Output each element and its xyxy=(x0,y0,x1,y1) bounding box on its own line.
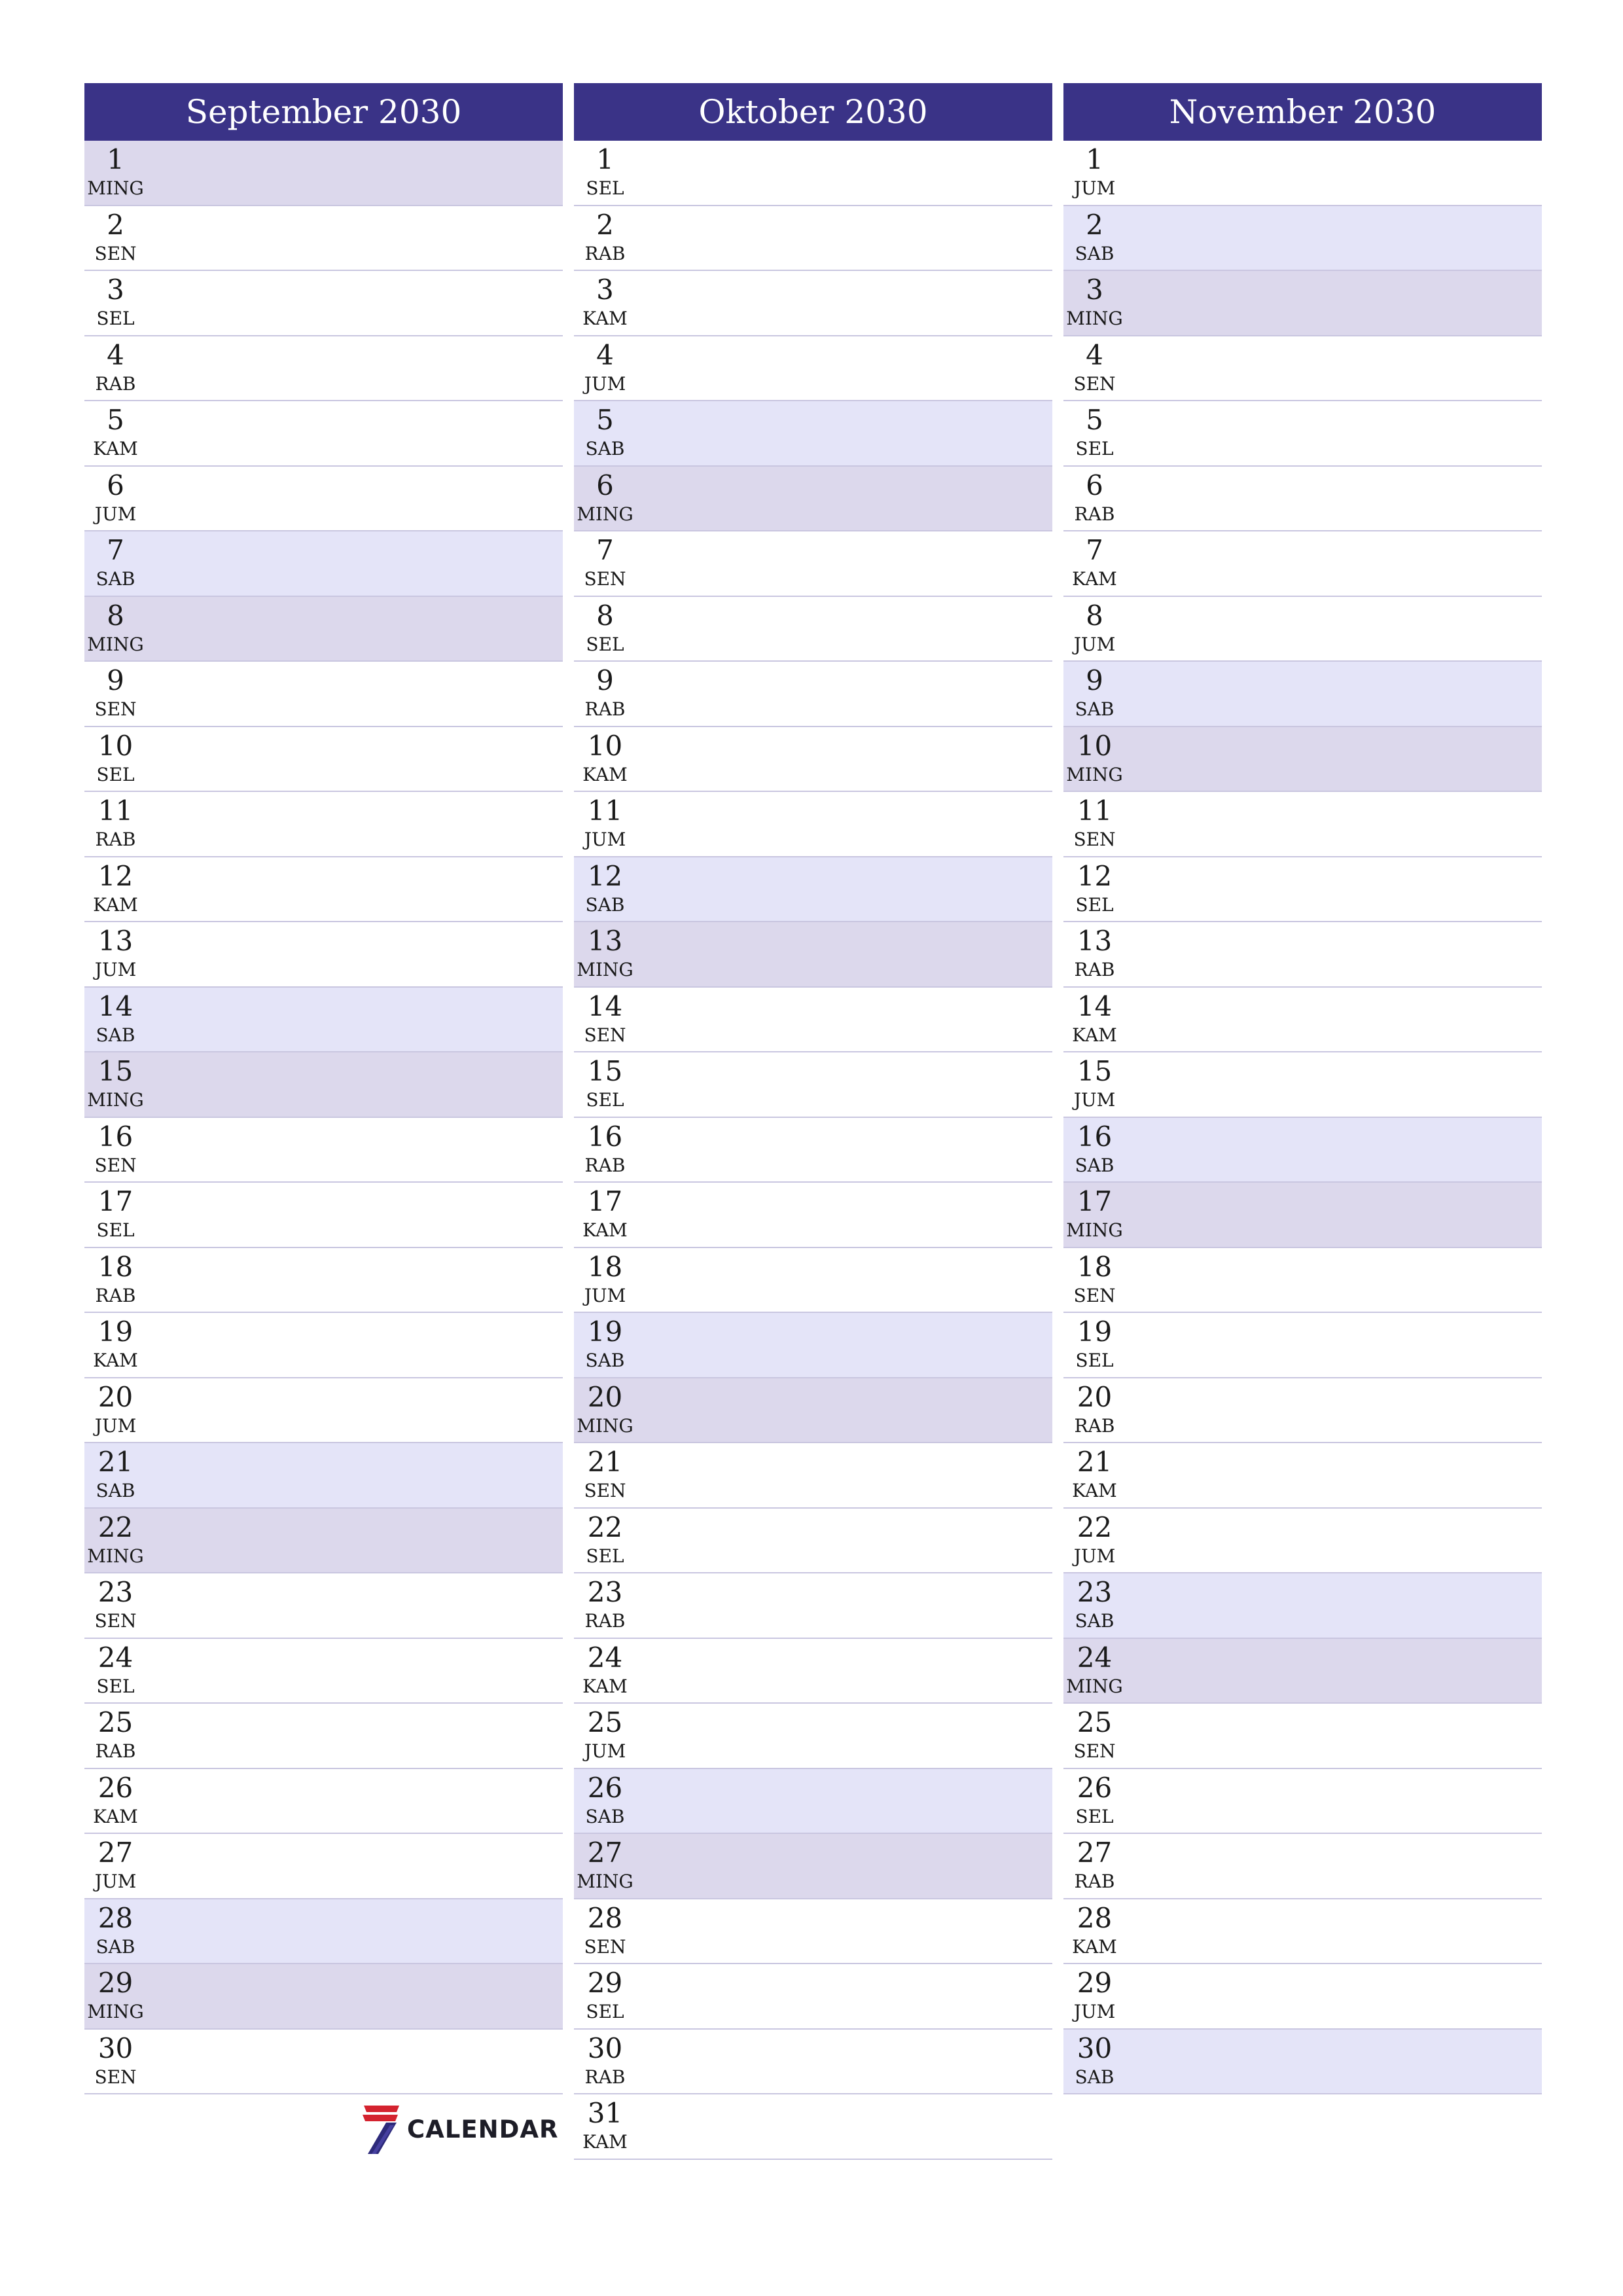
day-row xyxy=(84,1118,563,1183)
day-number: 20 xyxy=(1077,1380,1113,1413)
day-row xyxy=(84,857,563,923)
brand-logo xyxy=(361,2103,559,2157)
weekday-label: KAM xyxy=(1072,1480,1117,1501)
weekday-label: SAB xyxy=(1075,242,1115,264)
day-number: 13 xyxy=(98,925,134,957)
weekday-label: SEL xyxy=(1075,1805,1114,1827)
day-row xyxy=(1063,336,1542,402)
day-row xyxy=(574,1248,1052,1314)
day-row xyxy=(1063,1834,1542,1899)
day-row xyxy=(84,922,563,988)
weekday-label: RAB xyxy=(1074,1871,1115,1892)
day-number: 3 xyxy=(1086,274,1103,306)
weekday-label: SEL xyxy=(96,1219,135,1241)
weekday-label: JUM xyxy=(1073,633,1116,655)
day-row xyxy=(1063,206,1542,272)
day-row xyxy=(574,988,1052,1053)
day-row xyxy=(84,1509,563,1574)
day-row xyxy=(84,141,563,206)
day-row xyxy=(1063,1899,1542,1965)
day-row xyxy=(1063,922,1542,988)
weekday-label: SEL xyxy=(586,1089,624,1111)
weekday-label: RAB xyxy=(95,829,136,850)
day-row xyxy=(574,727,1052,793)
weekday-label: SAB xyxy=(96,1480,135,1501)
day-number: 20 xyxy=(98,1380,134,1413)
day-row xyxy=(574,1313,1052,1378)
weekday-label: RAB xyxy=(584,698,626,720)
weekday-label: SEL xyxy=(586,2001,624,2022)
day-row xyxy=(574,662,1052,727)
day-number: 25 xyxy=(98,1706,134,1738)
day-row xyxy=(84,1313,563,1378)
day-row xyxy=(1063,531,1542,597)
day-number: 5 xyxy=(107,404,124,436)
day-number: 18 xyxy=(587,1250,623,1283)
day-row xyxy=(574,597,1052,662)
day-row xyxy=(574,336,1052,402)
weekday-label: SAB xyxy=(1075,698,1115,720)
day-number: 23 xyxy=(587,1576,623,1608)
day-row xyxy=(84,401,563,467)
day-row xyxy=(84,1704,563,1769)
day-number: 13 xyxy=(1077,925,1113,957)
weekday-label: SEN xyxy=(1073,372,1116,395)
day-number: 6 xyxy=(1086,469,1103,501)
day-number: 4 xyxy=(107,338,124,371)
day-row xyxy=(1063,1639,1542,1704)
day-number: 10 xyxy=(1077,729,1113,762)
day-number: 20 xyxy=(587,1380,623,1413)
day-number: 28 xyxy=(1077,1901,1113,1934)
day-number: 18 xyxy=(1077,1250,1113,1283)
day-number: 13 xyxy=(587,925,623,957)
day-row xyxy=(84,988,563,1053)
day-row xyxy=(574,141,1052,206)
day-row xyxy=(84,271,563,336)
day-number: 22 xyxy=(98,1511,134,1543)
weekday-label: MING xyxy=(87,2001,144,2022)
weekday-label: MING xyxy=(577,503,633,525)
weekday-label: RAB xyxy=(95,1740,136,1762)
day-row xyxy=(574,1964,1052,2030)
day-number: 30 xyxy=(98,2032,134,2064)
weekday-label: MING xyxy=(1066,308,1123,329)
day-row xyxy=(84,2030,563,2095)
day-list xyxy=(84,141,563,2094)
day-number: 9 xyxy=(107,664,124,696)
day-row xyxy=(574,1573,1052,1639)
weekday-label: MING xyxy=(87,633,144,655)
day-number: 1 xyxy=(107,143,124,175)
day-number: 8 xyxy=(107,599,124,632)
weekday-label: SAB xyxy=(96,568,135,590)
day-number: 23 xyxy=(1077,1576,1113,1608)
weekday-label: MING xyxy=(577,1414,633,1437)
day-number: 16 xyxy=(587,1120,623,1153)
weekday-label: SAB xyxy=(585,438,625,459)
weekday-label: SAB xyxy=(585,1350,625,1371)
day-row xyxy=(1063,662,1542,727)
day-row xyxy=(574,531,1052,597)
day-row xyxy=(574,206,1052,272)
day-number: 15 xyxy=(587,1055,623,1087)
weekday-label: SEN xyxy=(94,1154,137,1176)
weekday-label: RAB xyxy=(584,242,626,264)
day-row xyxy=(574,2030,1052,2095)
weekday-label: KAM xyxy=(1072,568,1117,590)
weekday-label: RAB xyxy=(584,2066,626,2088)
day-row xyxy=(574,1834,1052,1899)
weekday-label: KAM xyxy=(93,893,138,916)
day-row xyxy=(574,401,1052,467)
weekday-label: MING xyxy=(87,1545,144,1567)
weekday-label: KAM xyxy=(582,1219,628,1241)
day-number: 30 xyxy=(587,2032,623,2064)
day-row xyxy=(1063,1052,1542,1118)
weekday-label: JUM xyxy=(94,959,137,980)
day-number: 17 xyxy=(587,1185,623,1217)
day-number: 28 xyxy=(587,1901,623,1934)
day-number: 2 xyxy=(107,208,124,241)
weekday-label: JUM xyxy=(94,1871,137,1892)
day-number: 15 xyxy=(98,1055,134,1087)
day-row xyxy=(574,1704,1052,1769)
weekday-label: JUM xyxy=(584,1740,626,1762)
day-number: 8 xyxy=(1086,599,1103,632)
month-column-oktober xyxy=(574,83,1052,2160)
weekday-label: SEN xyxy=(1073,1740,1116,1762)
weekday-label: MING xyxy=(87,177,144,199)
day-row xyxy=(1063,988,1542,1053)
day-number: 10 xyxy=(587,729,623,762)
day-number: 23 xyxy=(98,1576,134,1608)
day-number: 16 xyxy=(98,1120,134,1153)
weekday-label: SEL xyxy=(586,633,624,655)
day-number: 28 xyxy=(98,1901,134,1934)
day-number: 4 xyxy=(596,338,614,371)
day-number: 6 xyxy=(596,469,614,501)
day-row xyxy=(1063,1704,1542,1769)
weekday-label: KAM xyxy=(1072,1024,1117,1046)
day-row xyxy=(574,2094,1052,2160)
weekday-label: SEL xyxy=(586,177,624,199)
day-row xyxy=(84,1378,563,1444)
day-row xyxy=(84,1834,563,1899)
day-row xyxy=(1063,271,1542,336)
day-row xyxy=(1063,1443,1542,1509)
weekday-label: JUM xyxy=(94,503,137,525)
day-row xyxy=(1063,1769,1542,1835)
day-row xyxy=(574,467,1052,532)
month-header: November 2030 xyxy=(1063,83,1542,141)
day-list xyxy=(574,141,1052,2160)
day-row xyxy=(1063,792,1542,857)
day-row xyxy=(574,1443,1052,1509)
day-number: 7 xyxy=(596,534,614,566)
day-number: 5 xyxy=(596,404,614,436)
weekday-label: SAB xyxy=(585,893,625,916)
weekday-label: JUM xyxy=(1073,2001,1116,2022)
day-number: 11 xyxy=(587,795,623,827)
month-header: Oktober 2030 xyxy=(574,83,1052,141)
day-number: 12 xyxy=(98,859,134,892)
day-row xyxy=(574,857,1052,923)
day-number: 7 xyxy=(107,534,124,566)
day-number: 14 xyxy=(1077,990,1113,1022)
day-row xyxy=(1063,1509,1542,1574)
day-number: 6 xyxy=(107,469,124,501)
day-row xyxy=(574,1118,1052,1183)
day-number: 25 xyxy=(1077,1706,1113,1738)
day-number: 3 xyxy=(596,274,614,306)
day-number: 29 xyxy=(1077,1967,1113,1999)
day-row xyxy=(84,1769,563,1835)
seven-logo-icon xyxy=(361,2103,402,2157)
day-row xyxy=(84,1899,563,1965)
day-number: 29 xyxy=(98,1967,134,1999)
day-number: 26 xyxy=(1077,1771,1113,1804)
day-number: 4 xyxy=(1086,338,1103,371)
weekday-label: SAB xyxy=(585,1805,625,1827)
weekday-label: JUM xyxy=(584,372,626,395)
weekday-label: KAM xyxy=(582,2131,628,2153)
day-row xyxy=(1063,1183,1542,1248)
day-number: 26 xyxy=(587,1771,623,1804)
day-row xyxy=(574,1769,1052,1835)
day-row xyxy=(574,1052,1052,1118)
day-row xyxy=(84,1248,563,1314)
day-row xyxy=(574,271,1052,336)
day-row xyxy=(84,1639,563,1704)
weekday-label: JUM xyxy=(584,1284,626,1306)
day-number: 24 xyxy=(587,1641,623,1674)
weekday-label: RAB xyxy=(584,1154,626,1176)
weekday-label: SEL xyxy=(1075,438,1114,459)
day-number: 27 xyxy=(587,1837,623,1869)
day-row xyxy=(84,467,563,532)
day-number: 5 xyxy=(1086,404,1103,436)
day-number: 19 xyxy=(1077,1316,1113,1348)
day-number: 9 xyxy=(1086,664,1103,696)
day-number: 3 xyxy=(107,274,124,306)
day-number: 27 xyxy=(1077,1837,1113,1869)
logo-text: CALENDAR xyxy=(407,2115,559,2144)
day-number: 29 xyxy=(587,1967,623,1999)
day-number: 10 xyxy=(98,729,134,762)
day-row xyxy=(84,206,563,272)
day-number: 21 xyxy=(98,1446,134,1478)
weekday-label: RAB xyxy=(1074,959,1115,980)
day-row xyxy=(574,922,1052,988)
day-list xyxy=(1063,141,1542,2094)
day-number: 24 xyxy=(1077,1641,1113,1674)
day-number: 18 xyxy=(98,1250,134,1283)
day-number: 11 xyxy=(98,795,134,827)
day-number: 1 xyxy=(596,143,614,175)
weekday-label: MING xyxy=(1066,1675,1123,1697)
weekday-label: SEN xyxy=(584,1024,626,1046)
weekday-label: KAM xyxy=(93,438,138,459)
day-row xyxy=(1063,401,1542,467)
weekday-label: SEN xyxy=(94,698,137,720)
day-row xyxy=(84,1183,563,1248)
weekday-label: JUM xyxy=(1073,1545,1116,1567)
day-row xyxy=(84,597,563,662)
day-number: 17 xyxy=(1077,1185,1113,1217)
weekday-label: JUM xyxy=(1073,1089,1116,1111)
weekday-label: RAB xyxy=(95,372,136,395)
month-column-november xyxy=(1063,83,1542,2094)
weekday-label: MING xyxy=(87,1089,144,1111)
day-row xyxy=(84,1964,563,2030)
day-number: 2 xyxy=(1086,208,1103,241)
day-number: 12 xyxy=(1077,859,1113,892)
weekday-label: SEL xyxy=(586,1545,624,1567)
day-number: 8 xyxy=(596,599,614,632)
weekday-label: SAB xyxy=(1075,1154,1115,1176)
day-row xyxy=(84,727,563,793)
day-number: 7 xyxy=(1086,534,1103,566)
weekday-label: KAM xyxy=(582,1675,628,1697)
weekday-label: MING xyxy=(577,959,633,980)
day-row xyxy=(574,1899,1052,1965)
weekday-label: SEN xyxy=(94,1610,137,1632)
day-number: 26 xyxy=(98,1771,134,1804)
day-number: 14 xyxy=(587,990,623,1022)
weekday-label: SAB xyxy=(1075,2066,1115,2088)
weekday-label: KAM xyxy=(582,308,628,329)
weekday-label: MING xyxy=(577,1871,633,1892)
day-number: 15 xyxy=(1077,1055,1113,1087)
weekday-label: SEN xyxy=(94,2066,137,2088)
day-number: 14 xyxy=(98,990,134,1022)
weekday-label: JUM xyxy=(1073,177,1116,199)
day-row xyxy=(1063,597,1542,662)
day-number: 21 xyxy=(1077,1446,1113,1478)
weekday-label: RAB xyxy=(1074,503,1115,525)
day-number: 2 xyxy=(596,208,614,241)
day-row xyxy=(1063,467,1542,532)
day-row xyxy=(84,531,563,597)
day-number: 31 xyxy=(587,2097,623,2129)
day-row xyxy=(1063,1964,1542,2030)
day-row xyxy=(1063,1573,1542,1639)
weekday-label: SAB xyxy=(96,1935,135,1958)
day-number: 9 xyxy=(596,664,614,696)
day-number: 12 xyxy=(587,859,623,892)
day-row xyxy=(84,1052,563,1118)
day-number: 25 xyxy=(587,1706,623,1738)
day-number: 27 xyxy=(98,1837,134,1869)
weekday-label: SAB xyxy=(1075,1610,1115,1632)
weekday-label: KAM xyxy=(582,763,628,785)
weekday-label: SEL xyxy=(96,308,135,329)
month-header: September 2030 xyxy=(84,83,563,141)
weekday-label: RAB xyxy=(95,1284,136,1306)
day-row xyxy=(574,1639,1052,1704)
day-row xyxy=(1063,1313,1542,1378)
day-number: 16 xyxy=(1077,1120,1113,1153)
day-row xyxy=(1063,1378,1542,1444)
day-number: 1 xyxy=(1086,143,1103,175)
weekday-label: SEN xyxy=(94,242,137,264)
weekday-label: SEN xyxy=(584,568,626,590)
weekday-label: SEN xyxy=(1073,829,1116,850)
day-row xyxy=(1063,1248,1542,1314)
day-row xyxy=(84,662,563,727)
weekday-label: SEL xyxy=(96,1675,135,1697)
weekday-label: SEL xyxy=(1075,1350,1114,1371)
day-number: 22 xyxy=(1077,1511,1113,1543)
weekday-label: KAM xyxy=(93,1350,138,1371)
weekday-label: MING xyxy=(1066,763,1123,785)
month-column-september xyxy=(84,83,563,2094)
day-row xyxy=(1063,727,1542,793)
weekday-label: KAM xyxy=(93,1805,138,1827)
day-number: 17 xyxy=(98,1185,134,1217)
day-number: 11 xyxy=(1077,795,1113,827)
weekday-label: JUM xyxy=(584,829,626,850)
day-row xyxy=(1063,2030,1542,2095)
day-number: 30 xyxy=(1077,2032,1113,2064)
day-row xyxy=(84,1573,563,1639)
weekday-label: SEN xyxy=(1073,1284,1116,1306)
day-row xyxy=(574,1378,1052,1444)
day-number: 22 xyxy=(587,1511,623,1543)
day-number: 24 xyxy=(98,1641,134,1674)
day-row xyxy=(574,792,1052,857)
day-row xyxy=(84,1443,563,1509)
weekday-label: SEN xyxy=(584,1480,626,1501)
day-row xyxy=(574,1509,1052,1574)
day-row xyxy=(84,336,563,402)
day-row xyxy=(574,1183,1052,1248)
day-row xyxy=(84,792,563,857)
weekday-label: SEL xyxy=(96,763,135,785)
weekday-label: RAB xyxy=(1074,1414,1115,1437)
day-row xyxy=(1063,857,1542,923)
day-number: 21 xyxy=(587,1446,623,1478)
weekday-label: JUM xyxy=(94,1414,137,1437)
weekday-label: SEL xyxy=(1075,893,1114,916)
day-number: 19 xyxy=(98,1316,134,1348)
weekday-label: RAB xyxy=(584,1610,626,1632)
weekday-label: MING xyxy=(1066,1219,1123,1241)
weekday-label: KAM xyxy=(1072,1935,1117,1958)
weekday-label: SAB xyxy=(96,1024,135,1046)
day-row xyxy=(1063,141,1542,206)
weekday-label: SEN xyxy=(584,1935,626,1958)
day-number: 19 xyxy=(587,1316,623,1348)
day-row xyxy=(1063,1118,1542,1183)
